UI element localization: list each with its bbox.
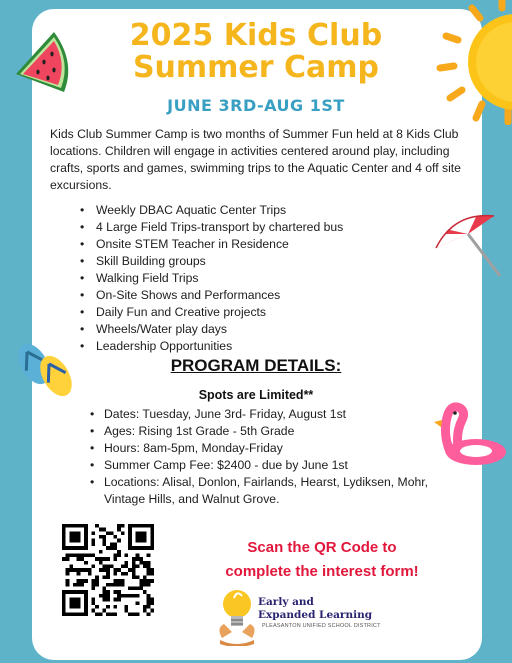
spots-limited-note: Spots are Limited** [198, 388, 314, 402]
list-item: • Hours: 8am-5pm, Monday-Friday [90, 440, 470, 457]
scan-qr-callout [172, 536, 472, 584]
list-item: • Summer Camp Fee: $2400 - due by June 1st [90, 457, 470, 474]
scan-line-2: complete the interest form! [225, 563, 419, 580]
intro-paragraph: Kids Club Summer Camp is two months of Summer Fun held at 8 Kids Club locations. Children will engage in activities centered around play, including crafts, sports and games, swimming trips to the Aquatic Center and 4 off site excursions. [50, 127, 461, 192]
list-item: • Dates: Tuesday, June 3rd- Friday, August 1st [90, 406, 470, 423]
program-details-list [90, 406, 470, 508]
beach-umbrella-icon [432, 208, 508, 282]
title-line-2: Summer Camp [132, 50, 380, 85]
list-item: • Locations: Alisal, Donlon, Fairlands, Hearst, Lydiksen, Mohr, Vintage Hills, and Walnut Grove. [90, 474, 470, 508]
lightbulb-hands-logo-icon [214, 584, 260, 646]
list-item: • Walking Field Trips [80, 270, 343, 287]
scan-line-1: Scan the QR Code to [247, 539, 397, 556]
list-item: • Weekly DBAC Aquatic Center Trips [80, 202, 343, 219]
list-item: • On-Site Shows and Performances [80, 287, 343, 304]
program-details-heading: PROGRAM DETAILS: [170, 356, 342, 375]
features-list [80, 202, 343, 355]
logo-text-line-2: Expanded Learning [258, 609, 373, 621]
list-item: • Skill Building groups [80, 253, 343, 270]
camp-dates: JUNE 3RD-AUG 1ST [167, 96, 345, 115]
list-item: • Daily Fun and Creative projects [80, 304, 343, 321]
list-item: • Wheels/Water play days [80, 321, 343, 338]
logo-text-line-3: PLEASANTON UNIFIED SCHOOL DISTRICT [262, 623, 381, 629]
list-item: • Onsite STEM Teacher in Residence [80, 236, 343, 253]
list-item: • 4 Large Field Trips-transport by chartered bus [80, 219, 343, 236]
qr-code[interactable] [62, 524, 154, 616]
list-item: • Ages: Rising 1st Grade - 5th Grade [90, 423, 470, 440]
logo-text-line-1: Early and [258, 596, 314, 608]
list-item: • Leadership Opportunities [80, 338, 343, 355]
title-line-1: 2025 Kids Club [129, 18, 383, 53]
